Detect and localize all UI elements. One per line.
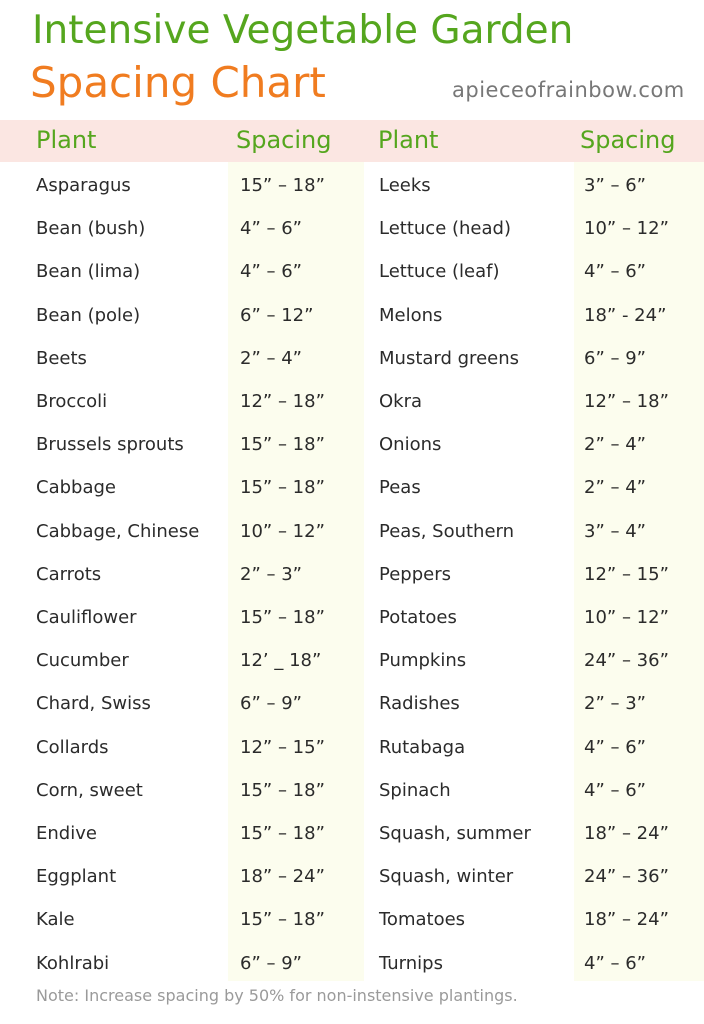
- plant-name: Broccoli: [36, 391, 108, 412]
- plant-name: Rutabaga: [379, 737, 466, 758]
- plant-spacing: 15” – 18”: [240, 780, 325, 801]
- plant-name: Bean (bush): [36, 218, 146, 239]
- plant-name: Tomatoes: [379, 909, 466, 930]
- plant-spacing: 12” – 15”: [240, 737, 325, 758]
- plant-name: Peppers: [379, 564, 451, 585]
- plant-name: Cucumber: [36, 650, 129, 671]
- plant-spacing: 2” – 3”: [584, 693, 646, 714]
- plant-spacing: 12’ _ 18”: [240, 650, 322, 671]
- plant-name: Squash, summer: [379, 823, 531, 844]
- plant-name: Collards: [36, 737, 109, 758]
- plant-spacing: 18” – 24”: [584, 823, 669, 844]
- plant-spacing: 2” – 4”: [584, 477, 646, 498]
- plant-name: Peas: [379, 477, 421, 498]
- plant-spacing: 15” – 18”: [240, 823, 325, 844]
- plant-spacing: 6” – 12”: [240, 305, 314, 326]
- plant-name: Onions: [379, 434, 442, 455]
- plant-name: Pumpkins: [379, 650, 467, 671]
- plant-name: Melons: [379, 305, 443, 326]
- plant-name: Carrots: [36, 564, 102, 585]
- plant-spacing: 12” – 15”: [584, 564, 669, 585]
- plant-spacing: 15” – 18”: [240, 175, 325, 196]
- plant-name: Lettuce (head): [379, 218, 511, 239]
- plant-name: Beets: [36, 348, 87, 369]
- title-line-2: Spacing Chart: [30, 58, 326, 107]
- header-spacing-right: Spacing: [580, 126, 676, 154]
- website-credit: apieceofrainbow.com: [452, 78, 685, 102]
- header-plant-right: Plant: [378, 126, 439, 154]
- plant-spacing: 12” – 18”: [584, 391, 669, 412]
- plant-name: Spinach: [379, 780, 451, 801]
- plant-name: Brussels sprouts: [36, 434, 184, 455]
- plant-spacing: 4” – 6”: [240, 218, 302, 239]
- plant-spacing: 4” – 6”: [584, 780, 646, 801]
- plant-name: Eggplant: [36, 866, 117, 887]
- plant-spacing: 2” – 3”: [240, 564, 302, 585]
- plant-spacing: 18” - 24”: [584, 305, 667, 326]
- plant-name: Chard, Swiss: [36, 693, 151, 714]
- plant-spacing: 18” – 24”: [240, 866, 325, 887]
- plant-name: Mustard greens: [379, 348, 520, 369]
- left-spacing-column-bg: [228, 120, 364, 981]
- plant-spacing: 4” – 6”: [240, 261, 302, 282]
- plant-name: Okra: [379, 391, 423, 412]
- plant-name: Corn, sweet: [36, 780, 143, 801]
- plant-spacing: 4” – 6”: [584, 953, 646, 974]
- plant-name: Kohlrabi: [36, 953, 110, 974]
- plant-name: Radishes: [379, 693, 460, 714]
- plant-name: Peas, Southern: [379, 521, 515, 542]
- plant-name: Potatoes: [379, 607, 457, 628]
- plant-spacing: 10” – 12”: [584, 218, 669, 239]
- plant-name: Asparagus: [36, 175, 131, 196]
- plant-spacing: 15” – 18”: [240, 909, 325, 930]
- plant-name: Bean (lima): [36, 261, 141, 282]
- plant-spacing: 18” – 24”: [584, 909, 669, 930]
- plant-name: Lettuce (leaf): [379, 261, 500, 282]
- plant-spacing: 6” – 9”: [240, 953, 302, 974]
- plant-name: Leeks: [379, 175, 431, 196]
- plant-spacing: 24” – 36”: [584, 866, 669, 887]
- plant-name: Cauliflower: [36, 607, 137, 628]
- footnote: Note: Increase spacing by 50% for non-instensive plantings.: [36, 986, 518, 1005]
- plant-spacing: 4” – 6”: [584, 261, 646, 282]
- plant-name: Squash, winter: [379, 866, 514, 887]
- title-line-1: Intensive Vegetable Garden: [32, 8, 574, 53]
- plant-spacing: 2” – 4”: [240, 348, 302, 369]
- plant-spacing: 2” – 4”: [584, 434, 646, 455]
- plant-name: Cabbage: [36, 477, 116, 498]
- plant-name: Turnips: [379, 953, 443, 974]
- plant-spacing: 15” – 18”: [240, 434, 325, 455]
- plant-spacing: 4” – 6”: [584, 737, 646, 758]
- plant-spacing: 6” – 9”: [240, 693, 302, 714]
- plant-spacing: 6” – 9”: [584, 348, 646, 369]
- plant-spacing: 3” – 4”: [584, 521, 646, 542]
- plant-spacing: 12” – 18”: [240, 391, 325, 412]
- header-spacing-left: Spacing: [236, 126, 332, 154]
- right-spacing-column-bg: [574, 120, 704, 981]
- plant-spacing: 15” – 18”: [240, 477, 325, 498]
- plant-spacing: 24” – 36”: [584, 650, 669, 671]
- plant-spacing: 10” – 12”: [584, 607, 669, 628]
- plant-spacing: 3” – 6”: [584, 175, 646, 196]
- plant-spacing: 15” – 18”: [240, 607, 325, 628]
- plant-name: Endive: [36, 823, 97, 844]
- plant-name: Kale: [36, 909, 75, 930]
- plant-spacing: 10” – 12”: [240, 521, 325, 542]
- header-plant-left: Plant: [36, 126, 97, 154]
- plant-name: Bean (pole): [36, 305, 141, 326]
- plant-name: Cabbage, Chinese: [36, 521, 200, 542]
